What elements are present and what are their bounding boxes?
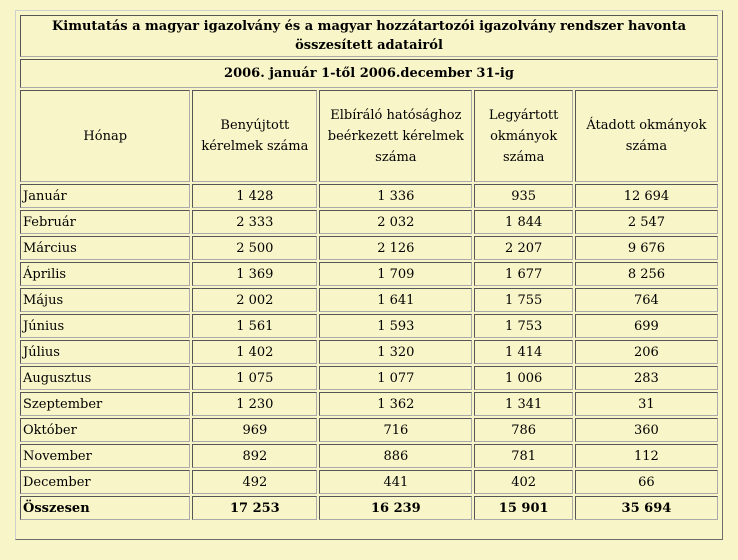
- cell-delivered: 31: [575, 392, 718, 416]
- cell-delivered: 12 694: [575, 184, 718, 208]
- cell-produced: 781: [474, 444, 572, 468]
- cell-received: 1 593: [319, 314, 472, 338]
- total-label: Összesen: [20, 496, 190, 520]
- table-row: [20, 314, 718, 338]
- cell-received: 1 709: [319, 262, 472, 286]
- header-delivered: Átadott okmányok száma: [575, 90, 718, 182]
- cell-received: 441: [319, 470, 472, 494]
- subtitle-row: [20, 59, 718, 88]
- cell-received: 1 320: [319, 340, 472, 364]
- table-row: [20, 184, 718, 208]
- cell-month: Június: [20, 314, 190, 338]
- header-received: Elbíráló hatósághoz beérkezett kérelmek száma: [319, 90, 472, 182]
- date-range: 2006. január 1-től 2006.december 31-ig: [20, 59, 718, 88]
- cell-month: Július: [20, 340, 190, 364]
- header-produced: Legyártott okmányok száma: [474, 90, 572, 182]
- cell-submitted: 2 333: [192, 210, 317, 234]
- cell-produced: 1 006: [474, 366, 572, 390]
- total-delivered: 35 694: [575, 496, 718, 520]
- cell-produced: 935: [474, 184, 572, 208]
- cell-produced: 1 755: [474, 288, 572, 312]
- cell-month: Január: [20, 184, 190, 208]
- cell-produced: 1 753: [474, 314, 572, 338]
- cell-submitted: 1 428: [192, 184, 317, 208]
- cell-received: 1 077: [319, 366, 472, 390]
- cell-submitted: 2 002: [192, 288, 317, 312]
- cell-produced: 402: [474, 470, 572, 494]
- statistics-table: [18, 13, 720, 522]
- cell-received: 2 032: [319, 210, 472, 234]
- header-submitted: Benyújtott kérelmek száma: [192, 90, 317, 182]
- cell-month: Szeptember: [20, 392, 190, 416]
- cell-month: Április: [20, 262, 190, 286]
- cell-received: 2 126: [319, 236, 472, 260]
- table-row: [20, 288, 718, 312]
- cell-received: 1 362: [319, 392, 472, 416]
- cell-received: 1 641: [319, 288, 472, 312]
- cell-produced: 1 677: [474, 262, 572, 286]
- cell-submitted: 1 369: [192, 262, 317, 286]
- table-row: [20, 444, 718, 468]
- cell-delivered: 8 256: [575, 262, 718, 286]
- table-title: Kimutatás a magyar igazolvány és a magyar hozzátartozói igazolvány rendszer havonta összesített adatairól: [20, 15, 718, 57]
- cell-produced: 1 341: [474, 392, 572, 416]
- title-row: [20, 15, 718, 57]
- cell-month: November: [20, 444, 190, 468]
- cell-submitted: 1 230: [192, 392, 317, 416]
- cell-received: 886: [319, 444, 472, 468]
- table-row: [20, 340, 718, 364]
- cell-delivered: 699: [575, 314, 718, 338]
- table-row: [20, 262, 718, 286]
- cell-produced: 786: [474, 418, 572, 442]
- cell-produced: 2 207: [474, 236, 572, 260]
- total-produced: 15 901: [474, 496, 572, 520]
- cell-received: 1 336: [319, 184, 472, 208]
- table-row: [20, 210, 718, 234]
- table-row: [20, 392, 718, 416]
- cell-month: Május: [20, 288, 190, 312]
- table-row: [20, 418, 718, 442]
- cell-delivered: 283: [575, 366, 718, 390]
- cell-produced: 1 414: [474, 340, 572, 364]
- cell-month: Október: [20, 418, 190, 442]
- cell-delivered: 112: [575, 444, 718, 468]
- total-row: [20, 496, 718, 520]
- cell-delivered: 9 676: [575, 236, 718, 260]
- table-row: [20, 366, 718, 390]
- cell-delivered: 764: [575, 288, 718, 312]
- cell-received: 716: [319, 418, 472, 442]
- cell-month: Augusztus: [20, 366, 190, 390]
- header-row: [20, 90, 718, 182]
- table-frame: [15, 10, 723, 540]
- cell-delivered: 2 547: [575, 210, 718, 234]
- cell-submitted: 892: [192, 444, 317, 468]
- cell-delivered: 206: [575, 340, 718, 364]
- cell-month: Február: [20, 210, 190, 234]
- header-month: Hónap: [20, 90, 190, 182]
- cell-submitted: 2 500: [192, 236, 317, 260]
- cell-delivered: 360: [575, 418, 718, 442]
- cell-submitted: 1 561: [192, 314, 317, 338]
- total-received: 16 239: [319, 496, 472, 520]
- cell-submitted: 1 075: [192, 366, 317, 390]
- cell-month: Március: [20, 236, 190, 260]
- cell-submitted: 969: [192, 418, 317, 442]
- cell-delivered: 66: [575, 470, 718, 494]
- cell-submitted: 1 402: [192, 340, 317, 364]
- cell-produced: 1 844: [474, 210, 572, 234]
- cell-month: December: [20, 470, 190, 494]
- table-row: [20, 236, 718, 260]
- cell-submitted: 492: [192, 470, 317, 494]
- total-submitted: 17 253: [192, 496, 317, 520]
- table-row: [20, 470, 718, 494]
